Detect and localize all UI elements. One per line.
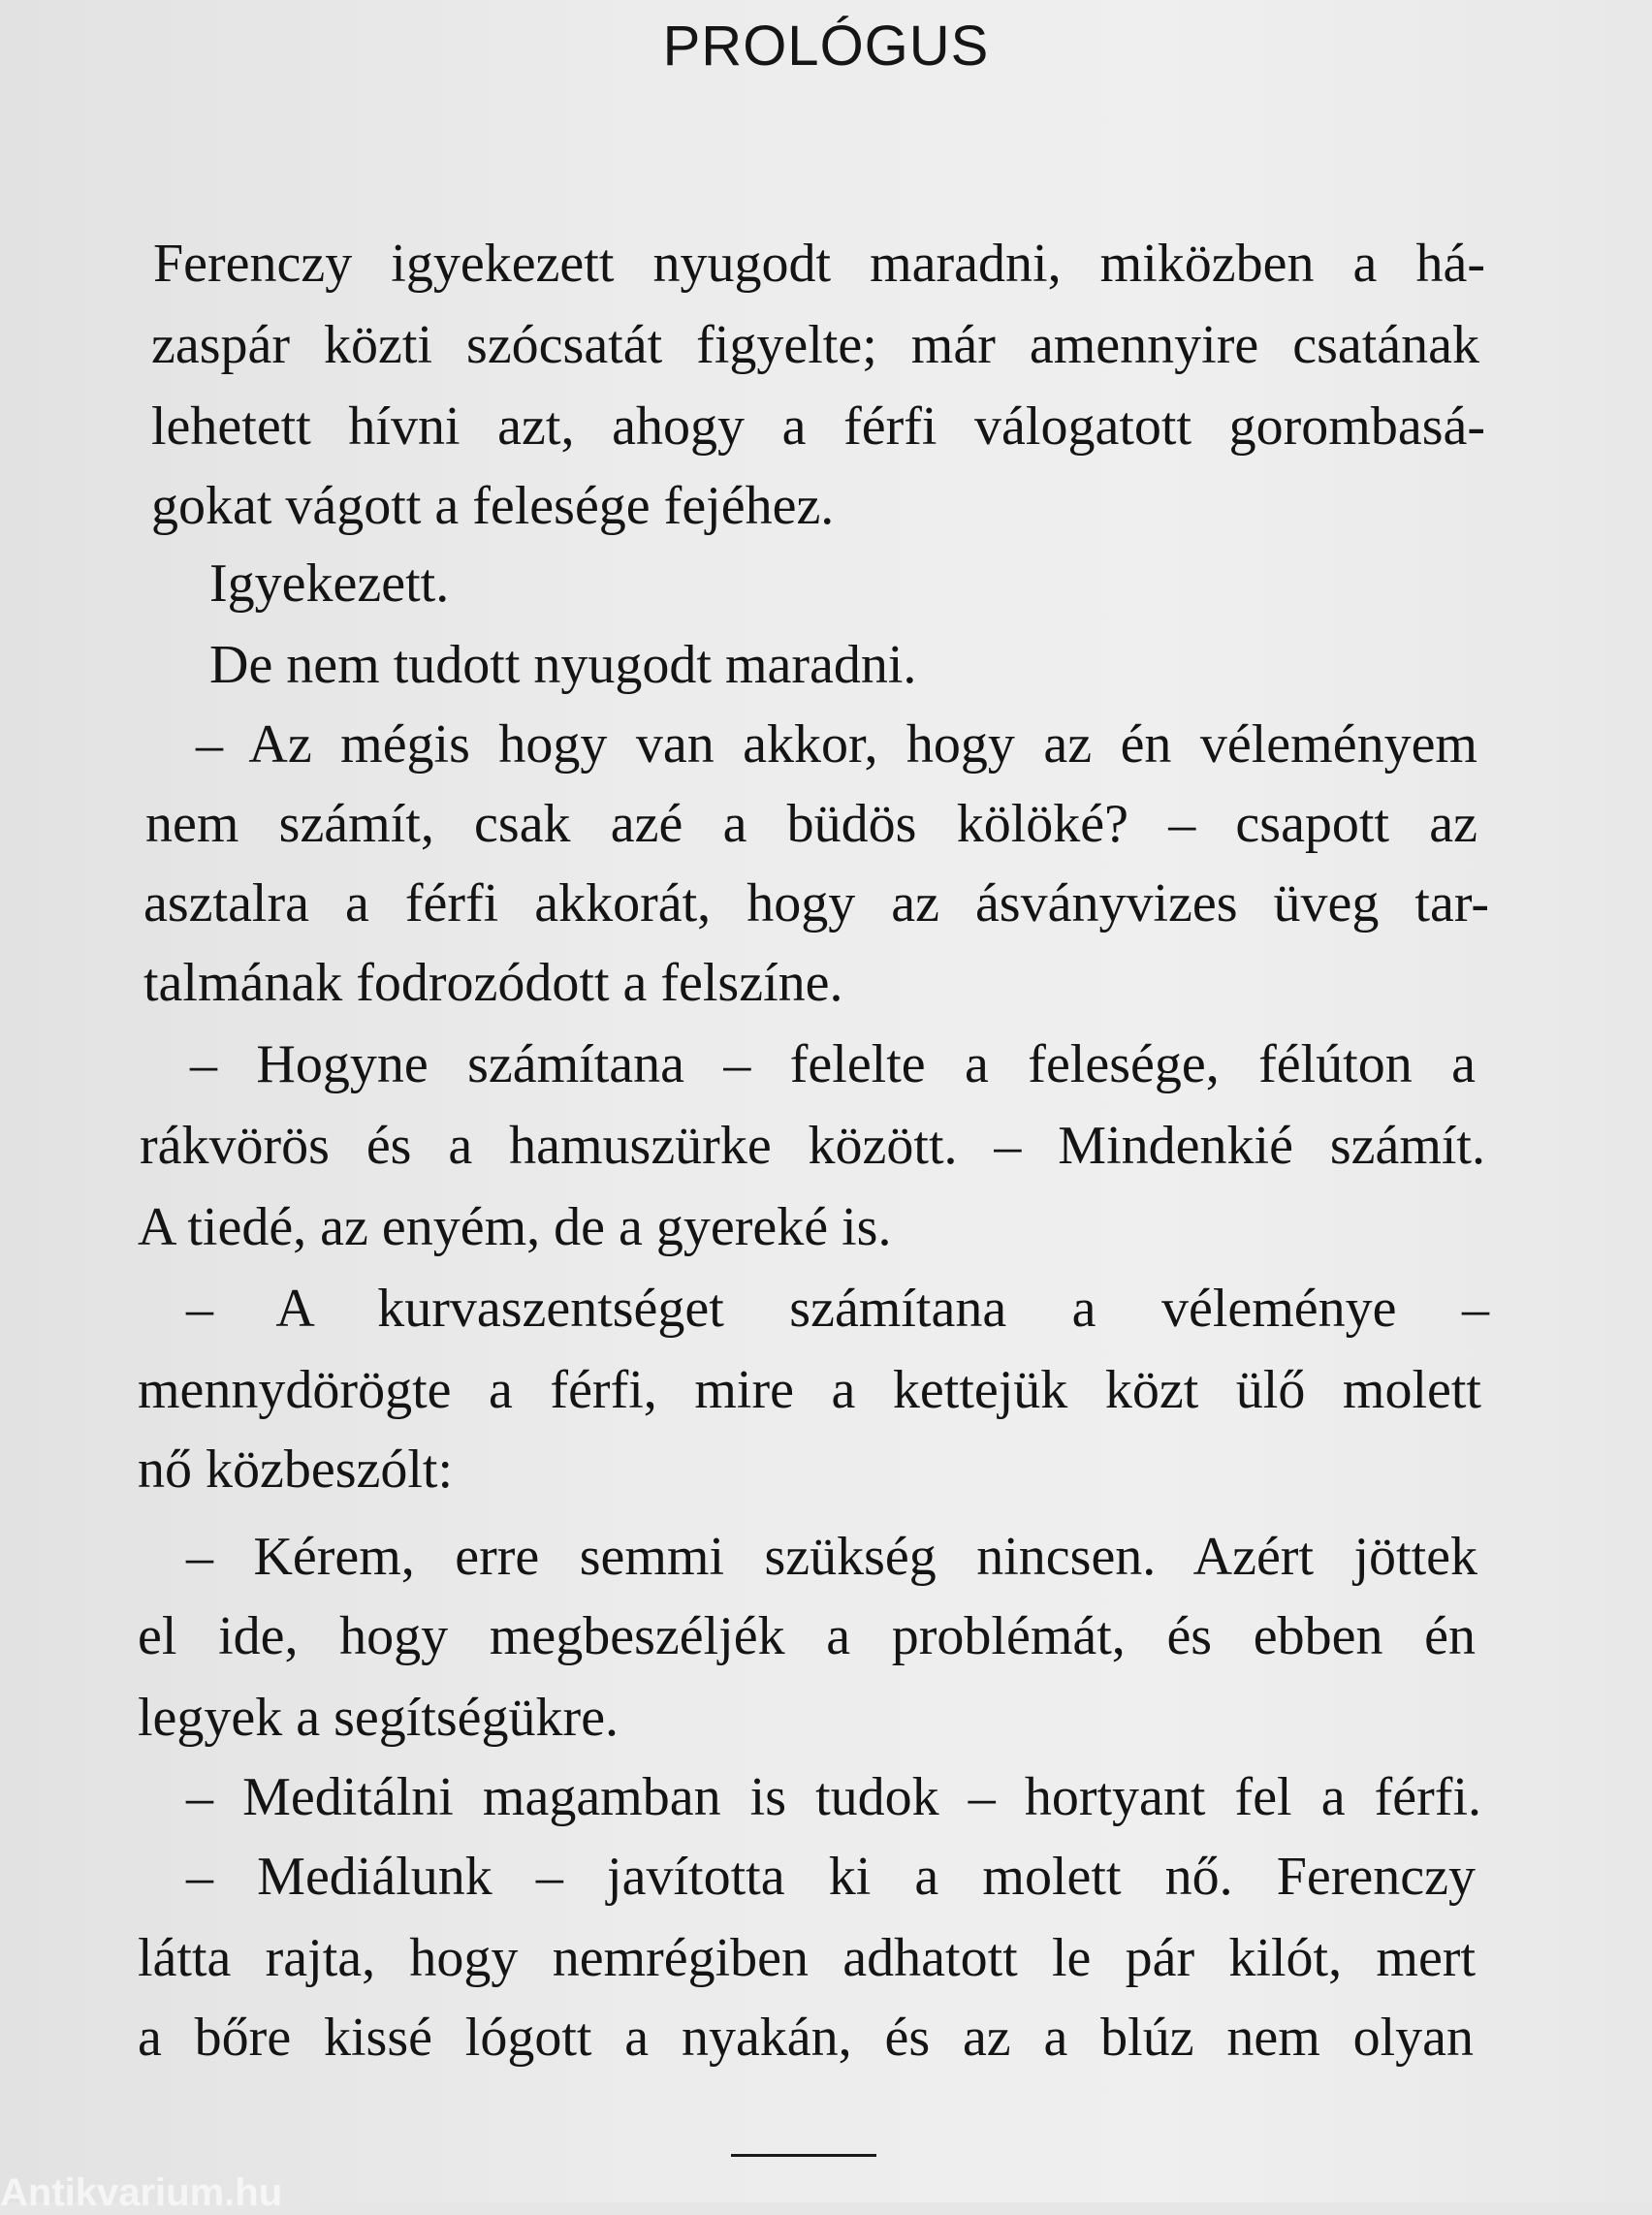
text-line: legyek a segítségükre. <box>138 1688 620 1748</box>
text-line: gokat vágott a felesége fejéhez. <box>151 476 835 536</box>
text-line: lehetett hívni azt, ahogy a férfi válogatott gorombasá- <box>151 396 1485 457</box>
footer-rule <box>731 2154 876 2157</box>
text-line: nő közbeszólt: <box>138 1440 454 1500</box>
text-line: – Mediálunk – javította ki a molett nő. Ferenczy <box>186 1847 1476 1907</box>
text-line: talmának fodrozódott a felszíne. <box>143 953 843 1013</box>
text-line: látta rajta, hogy nemrégiben adhatott le pár kilót, mert <box>138 1928 1476 1988</box>
text-line: rákvörös és a hamuszürke között. – Mindenkié számít. <box>140 1116 1485 1176</box>
text-line: – Kérem, erre semmi szükség nincsen. Azért jöttek <box>186 1527 1477 1587</box>
text-line: – A kurvaszentséget számítana a véleménye – <box>186 1279 1489 1339</box>
text-line: nem számít, csak azé a büdös kölöké? – csapott az <box>145 794 1477 854</box>
watermark: Antikvarium.hu <box>0 2171 283 2214</box>
text-line: – Meditálni magamban is tudok – hortyant fel a férfi. <box>186 1767 1481 1827</box>
text-line: – Az mégis hogy van akkor, hogy az én véleményem <box>196 714 1477 775</box>
text-line: el ide, hogy megbeszéljék a problémát, és ebben én <box>138 1606 1476 1666</box>
text-line: De nem tudott nyugodt maradni. <box>209 635 917 695</box>
text-line: A tiedé, az enyém, de a gyereké is. <box>138 1197 892 1257</box>
text-line: – Hogyne számítana – felelte a felesége, félúton a <box>190 1034 1476 1094</box>
chapter-title: PROLÓGUS <box>662 15 990 78</box>
text-line: Igyekezett. <box>209 554 450 614</box>
text-line: zaspár közti szócsatát figyelte; már amennyire csatának <box>151 315 1479 375</box>
text-line: a bőre kissé lógott a nyakán, és az a blúz nem olyan <box>138 2008 1474 2068</box>
text-line: Ferenczy igyekezett nyugodt maradni, miközben a há- <box>153 234 1485 294</box>
text-line: mennydörögte a férfi, mire a kettejük közt ülő molett <box>138 1360 1481 1420</box>
text-line: asztalra a férfi akkorát, hogy az ásványvizes üveg tar- <box>143 873 1489 933</box>
